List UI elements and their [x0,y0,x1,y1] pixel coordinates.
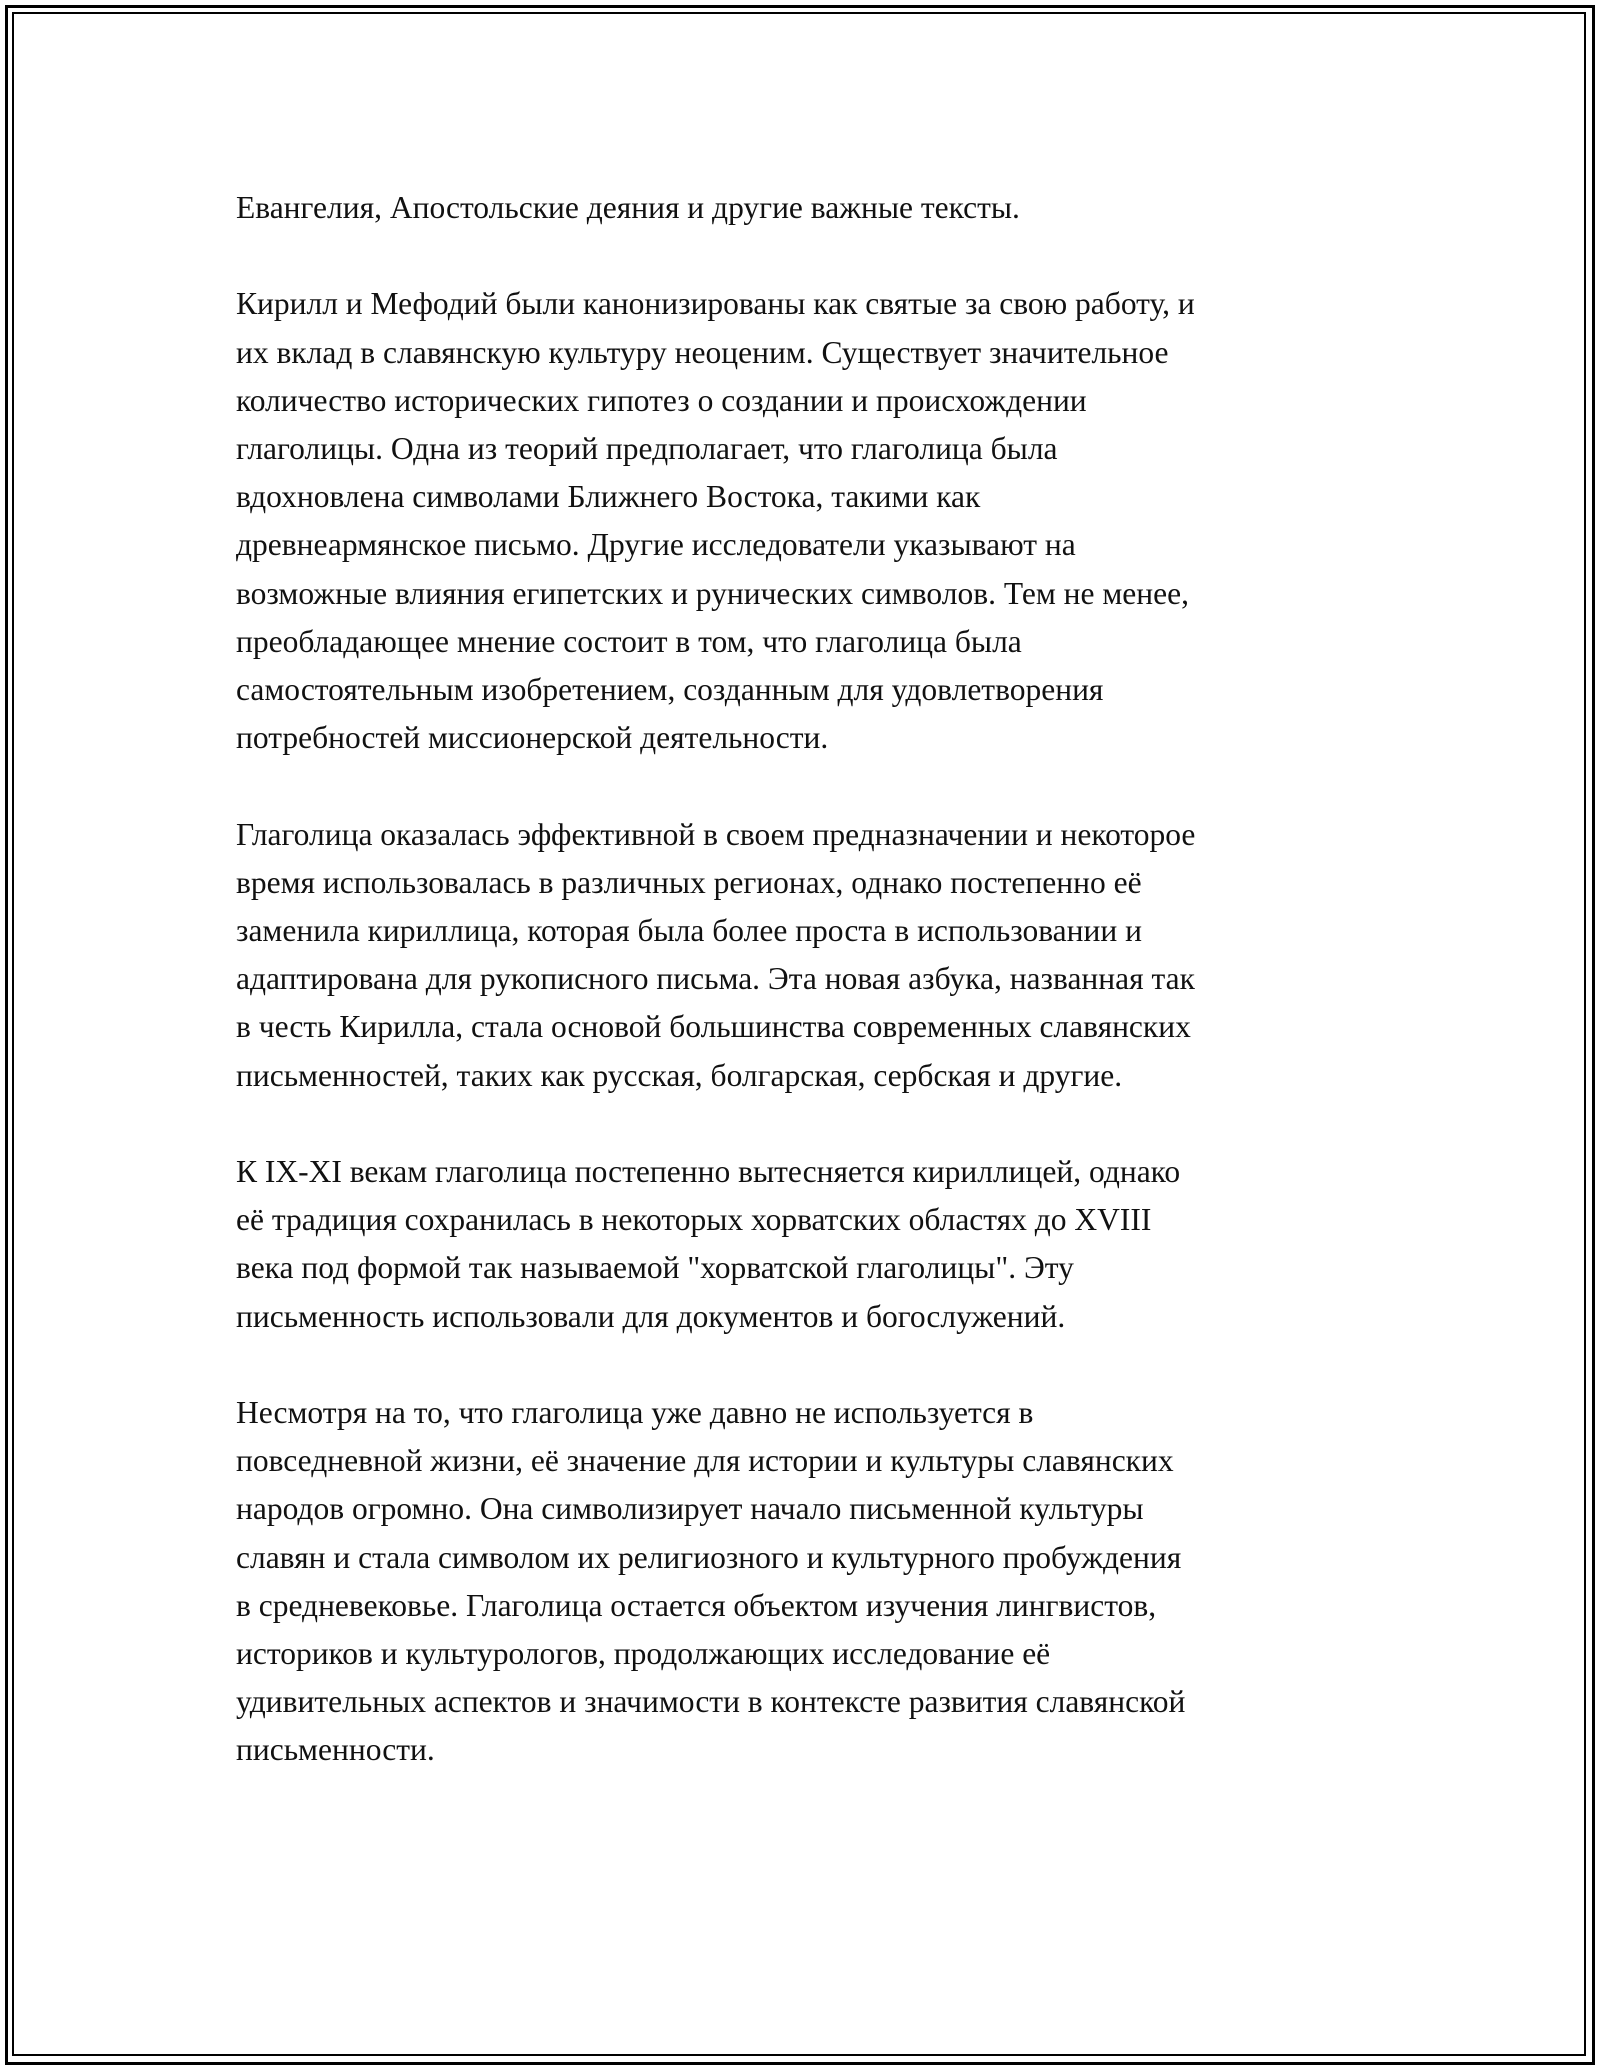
document-body [236,184,1386,1823]
text-line: в честь Кирилла, стала основой большинства современных славянских [236,1009,1191,1045]
text-line: Евангелия, Апостольские деяния и другие важные тексты. [236,190,1020,225]
text-line: письменности. [236,1732,435,1768]
text-line: славян и стала символом их религиозного и культурного пробуждения [236,1539,1182,1575]
text-line: удивительных аспектов и значимости в контексте развития славянской [236,1684,1186,1720]
paragraph [236,811,1386,1100]
text-line: века под формой так называемой "хорватской глаголицы". Эту [236,1250,1074,1286]
text-line: историков и культурологов, продолжающих исследование её [236,1636,1051,1672]
text-line: возможные влияния египетских и рунических символов. Тем не менее, [236,575,1189,611]
text-line: глаголицы. Одна из теорий предполагает, что глаголица была [236,431,1058,466]
paragraph [236,1389,1386,1775]
text-line: повседневной жизни, её значение для истории и культуры славянских [236,1443,1174,1479]
paragraph [236,1148,1386,1341]
text-line: их вклад в славянскую культуру неоценим. Существует значительное [236,334,1169,370]
text-line: древнеармянское письмо. Другие исследователи указывают на [236,527,1076,563]
text-line: Глаголица оказалась эффективной в своем предназначении и некоторое [236,816,1196,852]
text-line: самостоятельным изобретением, созданным для удовлетворения [236,672,1104,708]
text-line: время использовалась в различных регионах, однако постепенно её [236,864,1142,900]
text-line: в средневековье. Глаголица остается объектом изучения лингвистов, [236,1587,1157,1623]
text-line: потребностей миссионерской деятельности. [236,720,829,756]
text-line: письменность использовали для документов и богослужений. [236,1298,1066,1334]
text-line: Несмотря на то, что глаголица уже давно не используется в [236,1395,1034,1431]
text-line: её традиция сохранилась в некоторых хорватских областях до XVIII [236,1202,1152,1238]
text-line: преобладающее мнение состоит в том, что глаголица была [236,623,1022,659]
text-line: Кирилл и Мефодий были канонизированы как святые за свою работу, и [236,286,1195,322]
text-line: народов огромно. Она символизирует начало письменной культуры [236,1491,1144,1527]
text-line: заменила кириллица, которая была более проста в использовании и [236,913,1142,949]
text-line: вдохновлена символами Ближнего Востока, такими как [236,479,981,515]
text-line: адаптирована для рукописного письма. Эта новая азбука, названная так [236,961,1195,997]
text-line: количество исторических гипотез о создании и происхождении [236,382,1087,418]
paragraph [236,280,1386,762]
text-line: К IX-XI векам глаголица постепенно вытесняется кириллицей, однако [236,1154,1181,1190]
text-line: письменностей, таких как русская, болгарская, сербская и другие. [236,1057,1123,1093]
paragraph [236,184,1386,232]
